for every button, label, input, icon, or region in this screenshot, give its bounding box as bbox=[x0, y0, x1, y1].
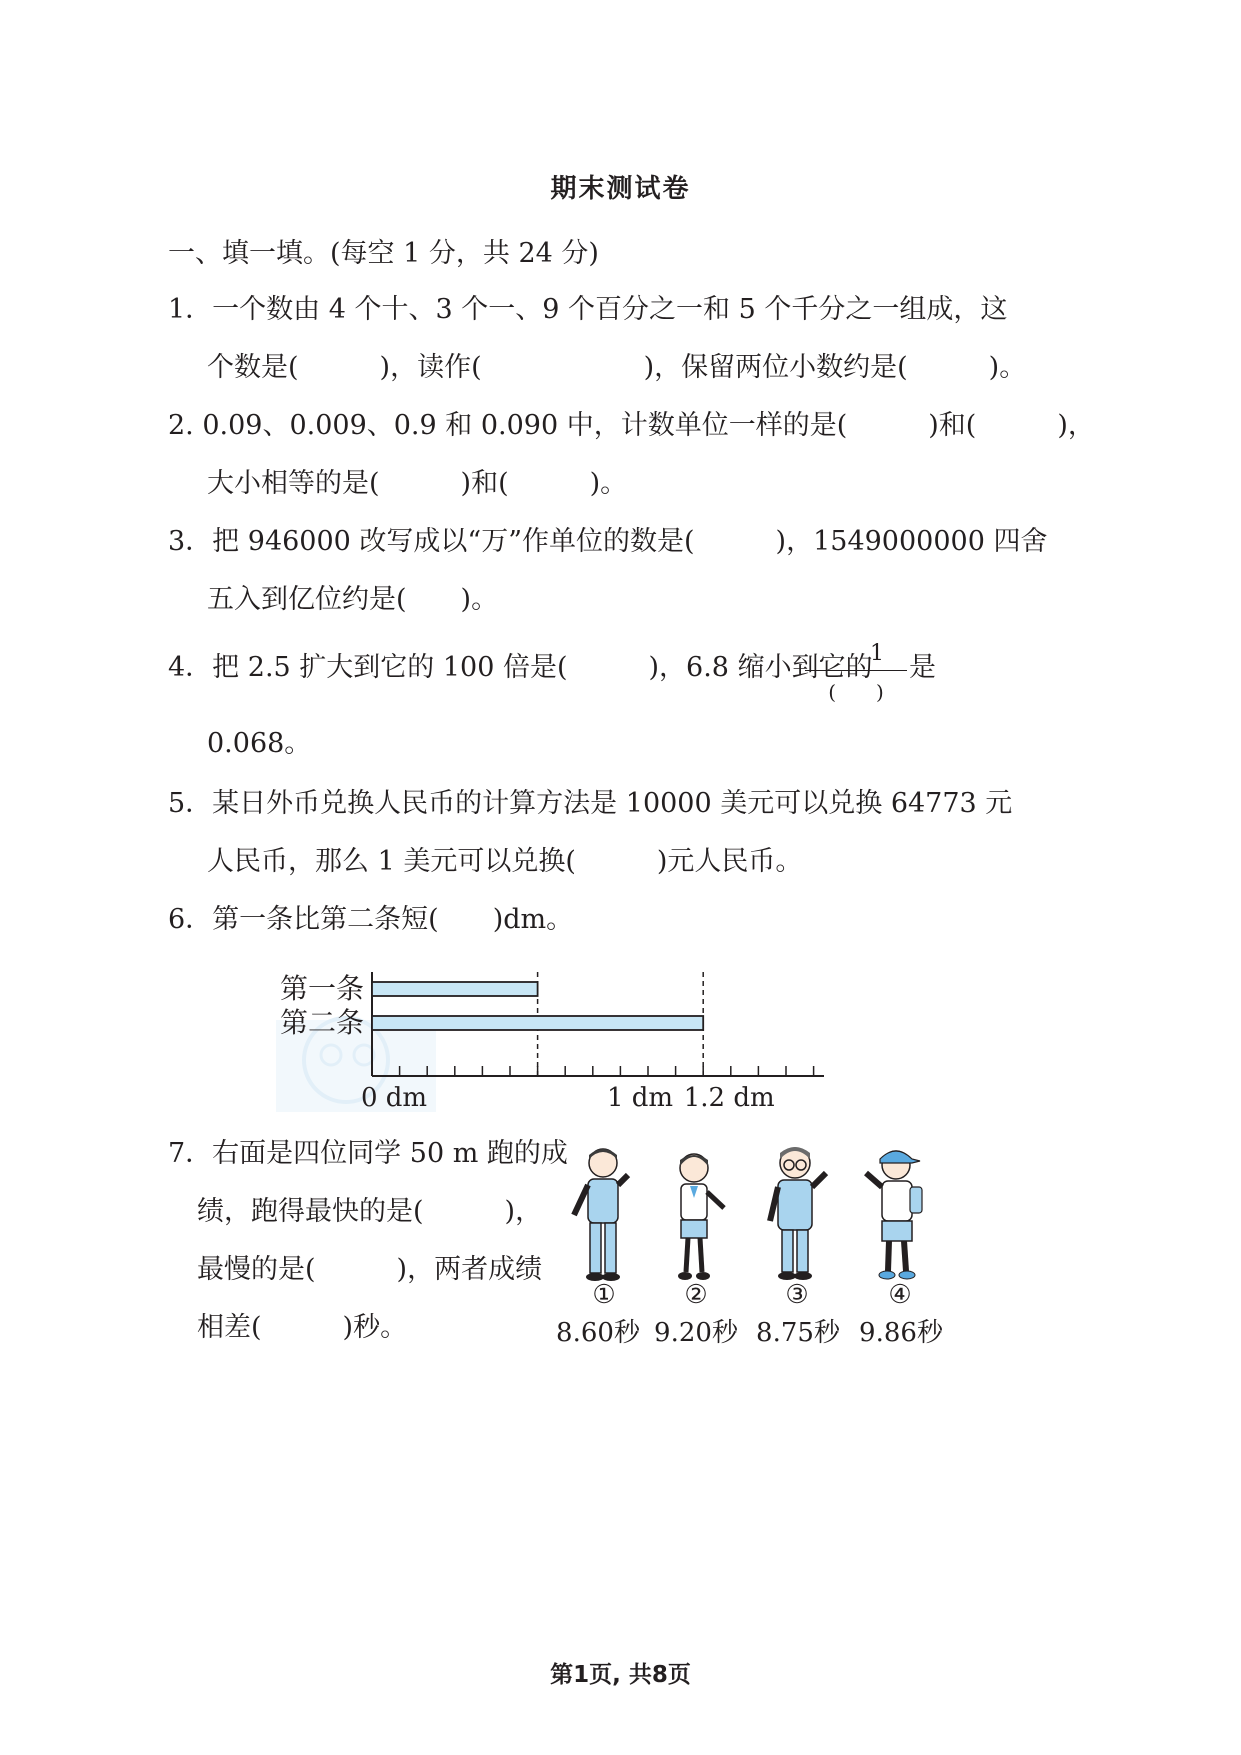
q2-line2: 大小相等的是( )和( )。 bbox=[207, 468, 628, 499]
bar-second bbox=[372, 1016, 703, 1030]
axis-label-2: 1.2 dm bbox=[683, 1083, 775, 1113]
runner-time-2: 9.20秒 bbox=[654, 1318, 738, 1348]
q4-fraction-numerator: 1 bbox=[870, 641, 884, 666]
q7-line2: 绩，跑得最快的是( )， bbox=[197, 1196, 543, 1227]
q1-line2: 个数是( )，读作( )，保留两位小数约是( )。 bbox=[207, 352, 1027, 383]
q3-line1: 3．把 946000 改写成以“万”作单位的数是( )，1549000000 四舍 bbox=[168, 526, 1048, 557]
runner-figure-2 bbox=[664, 1150, 730, 1288]
q7-line4: 相差( )秒。 bbox=[197, 1312, 408, 1343]
runner-num-4: ④ bbox=[888, 1280, 912, 1310]
q1-line1: 1．一个数由 4 个十、3 个一、9 个百分之一和 5 个千分之一组成，这 bbox=[168, 294, 1008, 325]
q4-fraction-denominator: ( ) bbox=[828, 680, 884, 704]
student-boy-icon bbox=[568, 1145, 638, 1283]
q7-line3: 最慢的是( )，两者成绩 bbox=[197, 1254, 543, 1285]
q6-line1: 6．第一条比第二条短( )dm。 bbox=[168, 904, 574, 935]
q2-line1: 2. 0.09、0.009、0.9 和 0.090 中，计数单位一样的是( )和( )， bbox=[168, 410, 1095, 441]
q3-line2: 五入到亿位约是( )。 bbox=[207, 584, 499, 615]
student-glasses-icon bbox=[762, 1143, 832, 1283]
q4-line2: 0.068。 bbox=[207, 728, 312, 759]
page-footer: 第1页, 共8页 bbox=[550, 1662, 691, 1688]
bar2-label: 第二条 bbox=[280, 1006, 365, 1039]
bar1-label: 第一条 bbox=[280, 972, 365, 1005]
student-cap-icon bbox=[858, 1143, 932, 1283]
runner-figure-1 bbox=[568, 1145, 638, 1287]
section-heading: 一、填一填。(每空 1 分，共 24 分) bbox=[168, 238, 599, 269]
bar-first bbox=[372, 982, 538, 996]
runner-figure-3 bbox=[762, 1143, 832, 1287]
page-title: 期末测试卷 bbox=[550, 174, 691, 204]
q4-fraction-bar bbox=[805, 670, 907, 671]
runner-num-1: ① bbox=[592, 1280, 616, 1310]
axis-label-1: 1 dm bbox=[606, 1083, 674, 1113]
runner-figure-4 bbox=[858, 1143, 932, 1287]
runner-time-1: 8.60秒 bbox=[556, 1318, 640, 1348]
student-girl-icon bbox=[664, 1150, 730, 1284]
q4-line1-end: 是 bbox=[909, 652, 936, 683]
q5-line2: 人民币，那么 1 美元可以兑换( )元人民币。 bbox=[207, 846, 803, 877]
runner-num-2: ② bbox=[684, 1280, 708, 1310]
q7-line1: 7．右面是四位同学 50 m 跑的成 bbox=[168, 1138, 568, 1169]
q5-line1: 5．某日外币兑换人民币的计算方法是 10000 美元可以兑换 64773 元 bbox=[168, 788, 1013, 819]
q4-line1: 4．把 2.5 扩大到它的 100 倍是( )，6.8 缩小到它的 bbox=[168, 652, 873, 683]
runner-time-3: 8.75秒 bbox=[756, 1318, 840, 1348]
q6-bar-diagram bbox=[276, 960, 836, 1115]
axis-label-0: 0 dm bbox=[360, 1083, 428, 1113]
runner-time-4: 9.86秒 bbox=[859, 1318, 943, 1348]
runner-num-3: ③ bbox=[785, 1280, 809, 1310]
